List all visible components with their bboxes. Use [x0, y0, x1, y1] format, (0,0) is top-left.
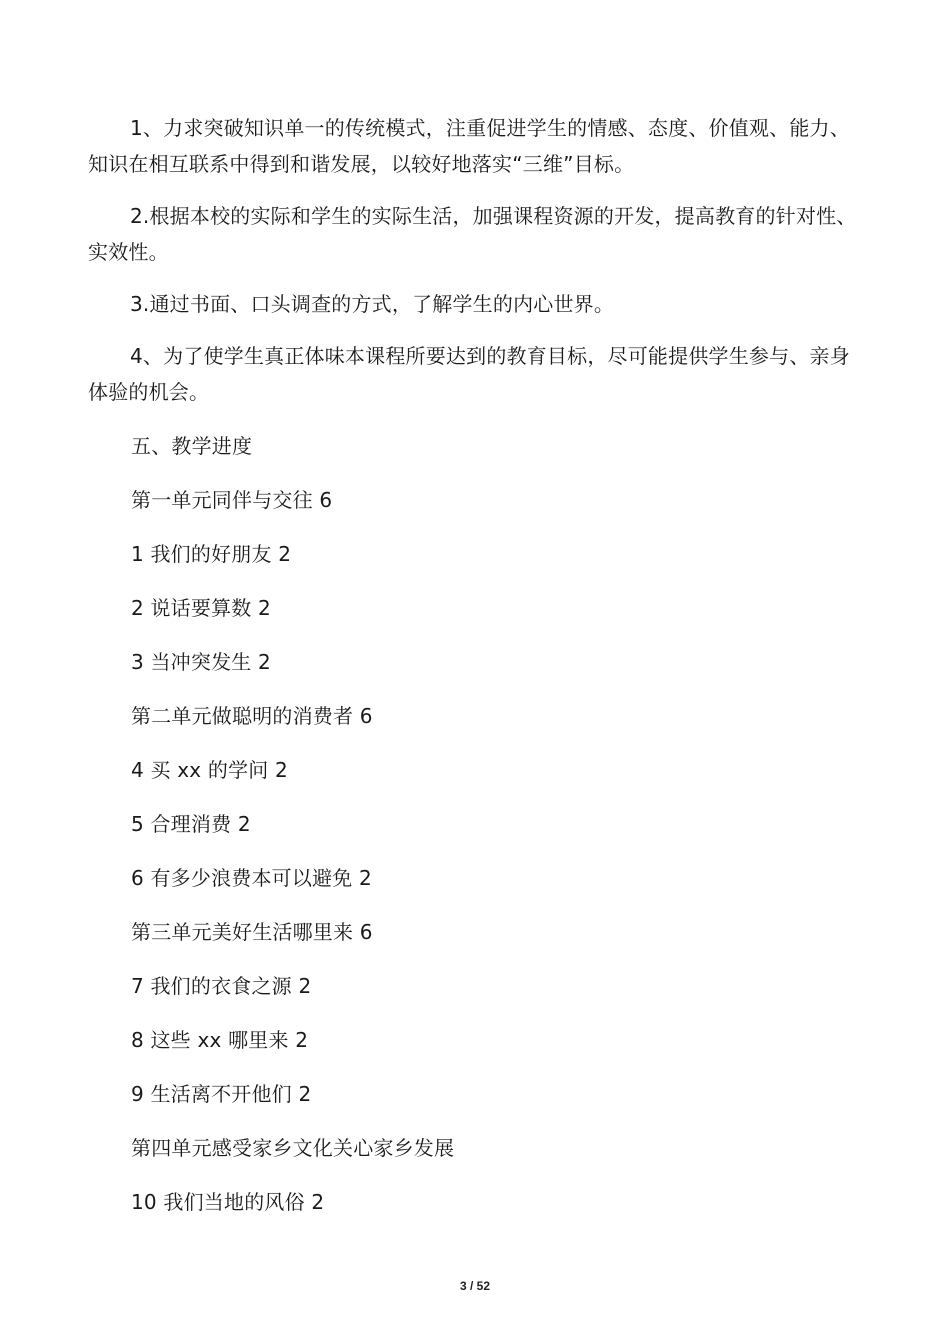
paragraph-goal-3: 3.通过书面、口头调查的方式，了解学生的内心世界。: [130, 292, 615, 316]
schedule-unit-1: 第一单元同伴与交往 6: [131, 488, 333, 512]
schedule-lesson-5: 5 合理消费 2: [131, 812, 251, 836]
paragraph-goal-4: 4、为了使学生真正体味本课程所要达到的教育目标，尽可能提供学生参与、亲身体验的机会。: [88, 344, 850, 404]
paragraph-goal-1: 1、力求突破知识单一的传统模式，注重促进学生的情感、态度、价值观、能力、知识在相互联系中得到和谐发展，以较好地落实“三维”目标。: [88, 116, 850, 176]
schedule-unit-2: 第二单元做聪明的消费者 6: [131, 704, 373, 728]
paragraph-goal-2: 2.根据本校的实际和学生的实际生活，加强课程资源的开发，提高教育的针对性、实效性。: [88, 204, 857, 264]
section-heading: 五、教学进度: [131, 434, 253, 458]
page-number: 3 / 52: [459, 1279, 491, 1293]
schedule-lesson-10: 10 我们当地的风俗 2: [131, 1190, 325, 1214]
schedule-lesson-3: 3 当冲突发生 2: [131, 650, 271, 674]
schedule-lesson-1: 1 我们的好朋友 2: [131, 542, 292, 566]
schedule-lesson-7: 7 我们的衣食之源 2: [131, 974, 312, 998]
schedule-lesson-9: 9 生活离不开他们 2: [131, 1082, 312, 1106]
schedule-lesson-2: 2 说话要算数 2: [131, 596, 271, 620]
schedule-unit-3: 第三单元美好生活哪里来 6: [131, 920, 373, 944]
schedule-lesson-8: 8 这些 xx 哪里来 2: [131, 1028, 309, 1052]
schedule-lesson-4: 4 买 xx 的学问 2: [131, 758, 288, 782]
schedule-lesson-6: 6 有多少浪费本可以避免 2: [131, 866, 372, 890]
schedule-unit-4: 第四单元感受家乡文化关心家乡发展: [131, 1136, 455, 1160]
